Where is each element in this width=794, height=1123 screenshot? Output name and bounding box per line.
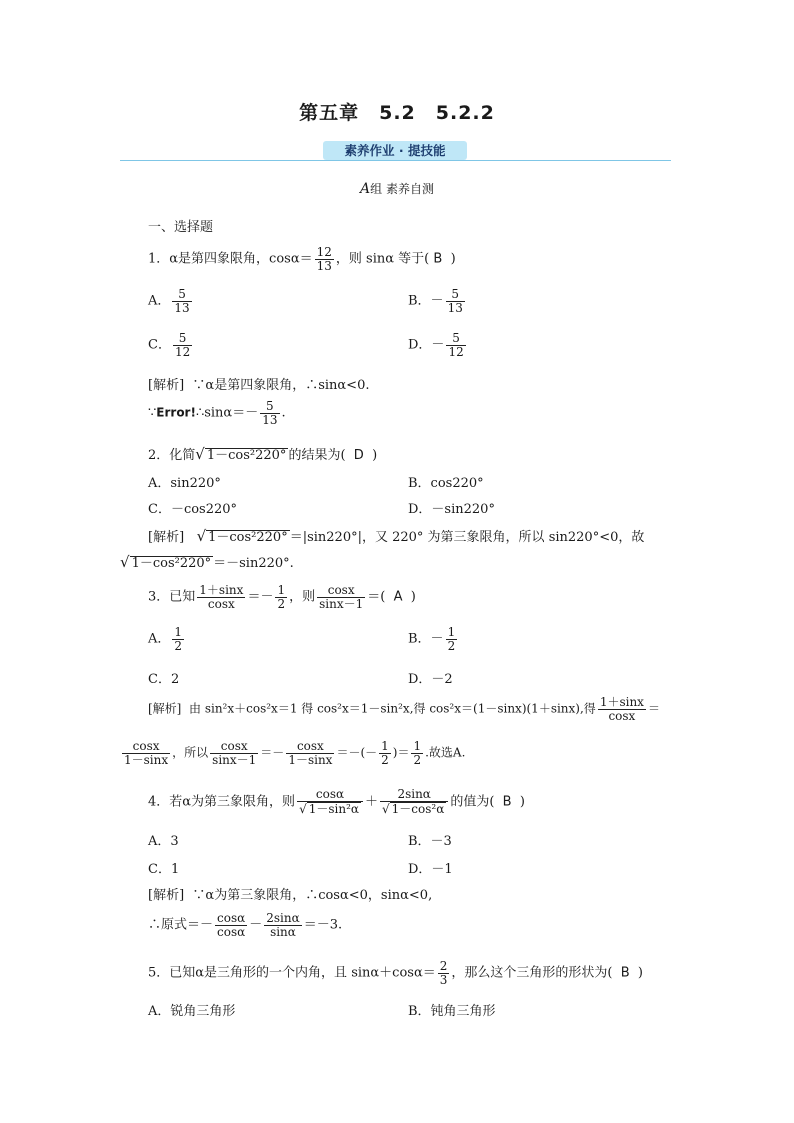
question-5 xyxy=(148,960,643,986)
option-c: C．1 xyxy=(148,862,180,877)
question-text: 已知α是三角形的一个内角，且 sinα＋cosα＝ xyxy=(169,965,436,981)
analysis-text: ，所以 xyxy=(172,745,209,760)
paren-close: ) xyxy=(410,589,416,605)
option-d: D．－2 xyxy=(408,672,453,687)
question-number: 3． xyxy=(148,589,170,605)
denominator: 12 xyxy=(448,344,464,359)
analysis-line xyxy=(120,740,465,766)
fraction xyxy=(317,584,365,610)
question-text: ＝( xyxy=(367,589,386,605)
question-text: ，那么这个三角形的形状为( xyxy=(451,965,613,981)
answer: B xyxy=(433,251,443,267)
analysis-line xyxy=(148,912,342,938)
denominator: sinα xyxy=(270,924,296,939)
analysis-text: ＝－(－ xyxy=(336,745,378,760)
sqrt-symbol: √ xyxy=(299,801,307,816)
option-d: D．－1 xyxy=(408,862,453,877)
question-text: ＝－ xyxy=(247,589,274,605)
question-text: 的值为( xyxy=(450,794,495,810)
denominator: 2 xyxy=(413,752,422,767)
question-text: ，则 xyxy=(289,589,316,605)
question-text: α是第四象限角，cosα＝ xyxy=(169,251,313,267)
denominator: 2 xyxy=(447,638,456,653)
numerator: cosα xyxy=(297,788,363,802)
denominator: sinx－1 xyxy=(212,752,257,767)
analysis-text: ＝－ xyxy=(260,745,285,760)
analysis-text: ＝ xyxy=(647,701,660,716)
question-text: ，则 sinα 等于( xyxy=(335,251,430,267)
numerator: cosx xyxy=(317,584,365,598)
denominator: 2 xyxy=(174,638,183,653)
paren-close: ) xyxy=(637,965,643,981)
section-heading: 一、选择题 xyxy=(148,220,214,235)
option-label: D．－ xyxy=(408,337,445,353)
denominator: cosα xyxy=(217,924,246,939)
analysis-label: [解析] xyxy=(148,888,185,903)
analysis-line xyxy=(148,400,286,426)
numerator: 1 xyxy=(174,625,183,639)
numerator: cosx xyxy=(122,740,170,754)
numerator: 12 xyxy=(316,245,332,259)
option-c: C．2 xyxy=(148,672,180,687)
analysis-text: ＝－3. xyxy=(303,917,343,933)
option-a xyxy=(148,626,186,652)
fraction xyxy=(210,740,258,766)
denominator xyxy=(297,802,363,816)
header-divider xyxy=(120,160,671,161)
answer: B xyxy=(502,794,512,810)
fraction xyxy=(446,288,465,314)
section-banner: 素养作业 · 提技能 xyxy=(323,141,467,160)
answer: B xyxy=(620,965,630,981)
sqrt-symbol: √ xyxy=(195,445,205,463)
analysis-label: [解析] xyxy=(148,701,182,716)
denominator: 2 xyxy=(277,596,286,611)
numerator: 1 xyxy=(447,625,456,639)
fraction xyxy=(438,960,450,986)
analysis-text: .故选A. xyxy=(425,745,466,760)
option-d: D．－sin220° xyxy=(408,502,495,517)
paren-close: ) xyxy=(519,794,525,810)
fraction xyxy=(446,332,465,358)
option-d xyxy=(408,332,468,358)
radicand: 1－cos²220° xyxy=(131,556,212,571)
analysis-text: － xyxy=(249,917,263,933)
analysis-text: . xyxy=(281,405,286,421)
fraction xyxy=(122,740,170,766)
fraction xyxy=(598,696,646,722)
numerator: 5 xyxy=(446,332,465,346)
analysis-text: ∴sinα＝－ xyxy=(195,405,259,421)
option-b: B．钝角三角形 xyxy=(408,1004,496,1019)
question-4 xyxy=(148,788,525,816)
group-letter: A xyxy=(360,181,371,197)
radicand: 1－cos²220° xyxy=(208,530,288,545)
analysis-label: [解析] xyxy=(148,530,185,545)
numerator: 5 xyxy=(172,288,191,302)
option-c: C．－cos220° xyxy=(148,502,238,517)
question-2 xyxy=(148,444,377,463)
fraction xyxy=(197,584,245,610)
option-a: A．3 xyxy=(148,834,179,849)
fraction xyxy=(380,788,448,816)
numerator: 1＋sinx xyxy=(599,695,644,709)
denominator: sinx－1 xyxy=(319,596,364,611)
analysis-text: )＝ xyxy=(392,745,410,760)
paren-close: ) xyxy=(450,251,456,267)
denominator: 3 xyxy=(439,972,448,987)
denominator: cosx xyxy=(608,708,636,723)
denominator: 13 xyxy=(262,412,278,427)
numerator: 5 xyxy=(173,332,192,346)
denominator: 13 xyxy=(316,258,332,273)
numerator: 2sinα xyxy=(380,788,448,802)
fraction xyxy=(315,246,334,272)
option-label: C． xyxy=(148,337,171,353)
analysis-text: ∵ xyxy=(148,405,157,421)
answer: A xyxy=(393,589,403,605)
option-a: A．sin220° xyxy=(148,476,221,491)
numerator: 2 xyxy=(439,959,448,973)
analysis-line xyxy=(120,552,294,571)
question-1 xyxy=(148,246,456,272)
question-text: 化简 xyxy=(169,448,196,463)
numerator: cosx xyxy=(210,740,258,754)
denominator: 13 xyxy=(174,300,190,315)
fraction xyxy=(215,912,247,938)
sqrt-symbol: √ xyxy=(196,527,207,545)
radicand: 1－cos²220° xyxy=(206,448,287,463)
analysis-text: ∵α为第三象限角，∴cosα<0，sinα<0, xyxy=(192,888,433,903)
question-text: 的结果为( xyxy=(288,448,346,463)
numerator: 1 xyxy=(413,739,422,753)
numerator: 1 xyxy=(381,739,389,753)
analysis-line xyxy=(148,374,369,393)
question-number: 1． xyxy=(148,251,170,267)
denominator: 13 xyxy=(447,300,463,315)
analysis-text: ∵α是第四象限角，∴sinα<0. xyxy=(192,378,370,393)
fraction xyxy=(173,332,192,358)
analysis-text: ∴原式＝－ xyxy=(148,917,214,933)
page-title: 第五章 5.2 5.2.2 xyxy=(299,102,495,124)
option-c xyxy=(148,332,194,358)
option-a: A．锐角三角形 xyxy=(148,1004,236,1019)
option-b xyxy=(408,288,467,314)
question-3 xyxy=(148,584,416,610)
fraction xyxy=(172,626,184,652)
question-text: 若α为第三象限角，则 xyxy=(169,794,296,810)
denominator xyxy=(380,802,448,816)
sqrt-symbol: √ xyxy=(382,801,390,816)
numerator: 1 xyxy=(277,583,286,597)
fraction xyxy=(172,288,191,314)
option-label: B．－ xyxy=(408,631,444,647)
denominator: cosx xyxy=(207,596,235,611)
question-text: 已知 xyxy=(169,589,196,605)
numerator: 5 xyxy=(446,288,465,302)
option-b xyxy=(408,626,459,652)
denominator: 2 xyxy=(381,752,389,767)
option-label: B．－ xyxy=(408,293,444,309)
radicand: 1－sin²α xyxy=(308,801,359,816)
fraction xyxy=(446,626,458,652)
analysis-text: 由 sin²x＋cos²x＝1 得 cos²x＝1－sin²x,得 cos²x＝(1－sinx)(1＋sinx),得 xyxy=(189,701,596,716)
analysis-text: ＝|sin220°|，又 220° 为第三象限角，所以 sin220°<0，故 xyxy=(289,530,645,545)
numerator: 1＋sinx xyxy=(199,583,244,597)
fraction xyxy=(275,584,287,610)
option-b: B．－3 xyxy=(408,834,452,849)
denominator: 1－sinx xyxy=(124,752,169,767)
numerator: cosx xyxy=(286,740,334,754)
option-a xyxy=(148,288,194,314)
denominator: 12 xyxy=(174,344,191,359)
option-b: B．cos220° xyxy=(408,476,484,491)
analysis-line xyxy=(148,696,660,722)
analysis-line xyxy=(148,884,432,903)
fraction xyxy=(264,912,301,938)
fraction xyxy=(260,400,279,426)
analysis-label: [解析] xyxy=(148,378,185,393)
paren-close: ) xyxy=(372,448,378,463)
sqrt-symbol: √ xyxy=(120,553,130,571)
radicand: 1－cos²α xyxy=(391,801,445,816)
analysis-line xyxy=(148,526,644,545)
numerator: 5 xyxy=(260,400,279,414)
question-number: 5． xyxy=(148,965,170,981)
option-label: A． xyxy=(148,631,171,647)
question-number: 2． xyxy=(148,448,170,463)
question-text: ＋ xyxy=(365,794,379,810)
analysis-text: ＝－sin220°. xyxy=(213,556,294,571)
denominator: 1－sinx xyxy=(288,752,333,767)
group-heading xyxy=(0,180,794,197)
answer: D xyxy=(353,448,364,463)
fraction xyxy=(379,740,391,766)
option-label: A． xyxy=(148,293,171,309)
error-text: Error! xyxy=(156,405,196,420)
numerator: 2sinα xyxy=(266,911,300,925)
question-number: 4． xyxy=(148,794,170,810)
fraction xyxy=(297,788,363,816)
fraction xyxy=(411,740,423,766)
numerator: cosα xyxy=(217,911,246,925)
fraction xyxy=(286,740,334,766)
group-text: 组 素养自测 xyxy=(370,182,434,196)
